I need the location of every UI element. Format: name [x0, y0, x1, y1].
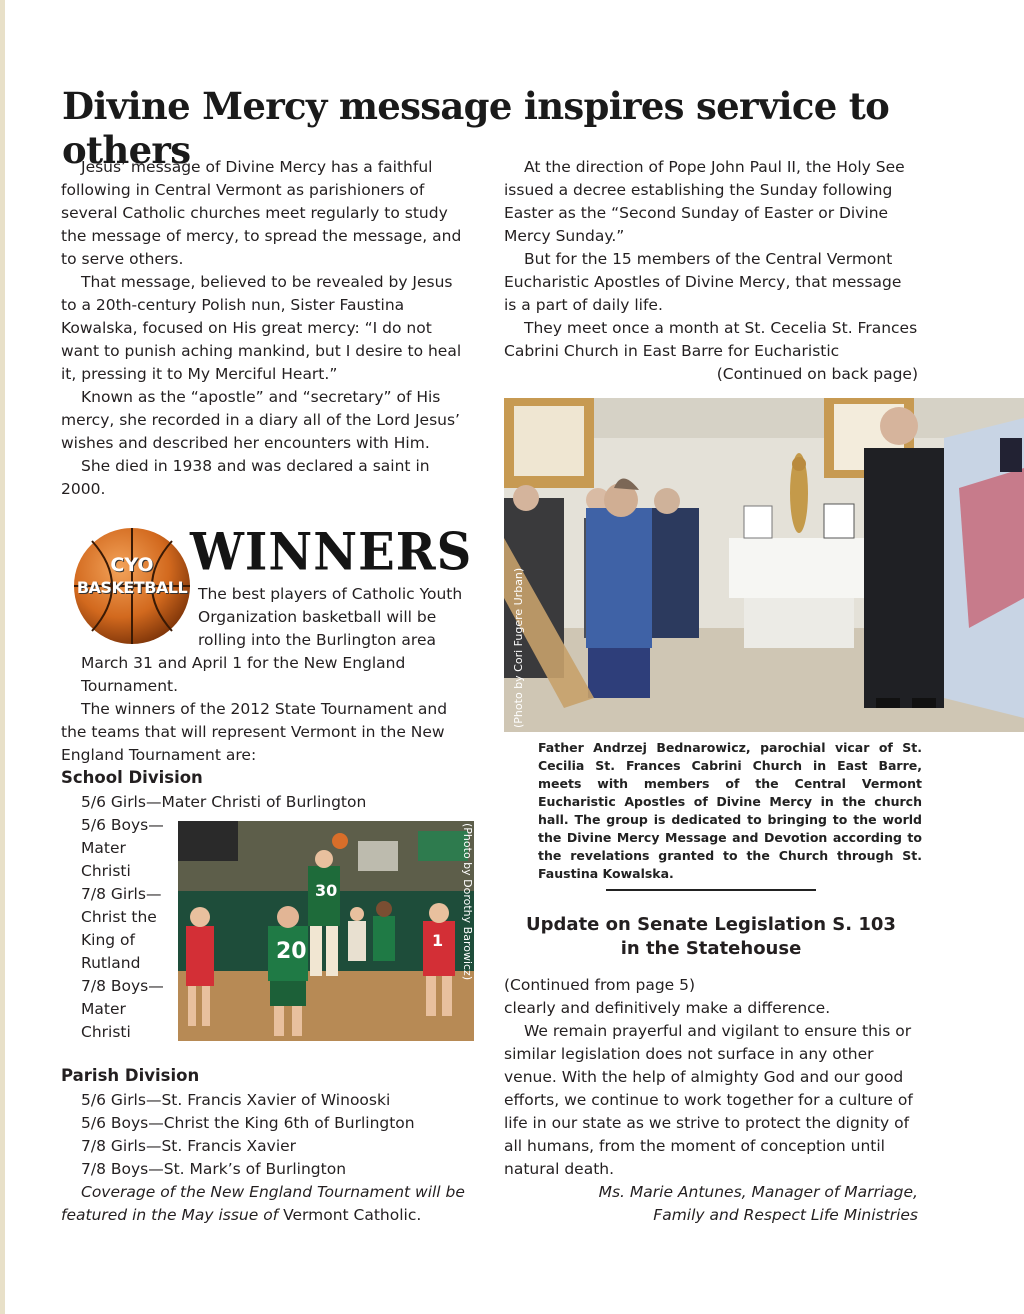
basketball-game-photo: [178, 821, 474, 1041]
list-item: 7/8 Boys—Mater Christi: [81, 977, 164, 1041]
list-item: 5/6 Girls—Mater Christi of Burlington: [81, 793, 367, 811]
photo-caption: Father Andrzej Bednarowicz, parochial vicar of St. Cecilia St. Frances Cabrini Church in East Barre, meets with members of the Central Vermont Eucharistic Apostles of Divine Mercy in the church hall. The group is dedicated to bringing to the world the Divine Mercy Message and Devotion according to the revelations granted to the Church through St. Faustina Kowalska.: [538, 740, 922, 881]
article-headline: Divine Mercy message inspires service to others: [62, 84, 890, 172]
article-column-right: [504, 156, 918, 386]
article-paragraph: Known as the “apostle” and “secretary” of His mercy, she recorded in a diary all of the Lord Jesus’ wishes and described her encounters with Him.: [61, 388, 460, 452]
article-paragraph: At the direction of Pope John Paul II, the Holy See issued a decree establishing the Sunday following Easter as the “Second Sunday of Easter or Divine Mercy Sunday.”: [504, 158, 905, 245]
divine-mercy-photo: [504, 398, 1024, 732]
winners-intro: [61, 583, 471, 767]
list-item: 7/8 Boys—St. Mark’s of Burlington: [81, 1160, 347, 1178]
jersey-number: 20: [276, 939, 307, 964]
list-item: 5/6 Boys—Mater Christi: [81, 816, 164, 880]
photo-scene: [504, 398, 1024, 732]
jersey-number: 1: [432, 931, 444, 950]
update-paragraph: clearly and definitively make a difference.: [504, 999, 831, 1017]
article-column-left: [61, 156, 463, 501]
coverage-note-italic: Coverage of the New England Tournament will be featured in the May issue of: [61, 1183, 465, 1224]
article-paragraph: She died in 1938 and was declared a saint in 2000.: [61, 457, 430, 498]
signature-line: Family and Respect Life Ministries: [653, 1206, 918, 1224]
winners-intro-text: The best players of Catholic Youth Organization basketball will be rolling into the Burlington area March 31 and April 1 for the New England Tournament.: [81, 585, 463, 695]
jersey-number: 30: [315, 881, 338, 900]
coverage-note: [61, 1181, 471, 1227]
photo-credit: (Photo by Cori Fugere Urban): [512, 567, 525, 728]
photo-credit: (Photo by Dorothy Barowicz): [461, 823, 474, 981]
school-division-heading: School Division: [61, 768, 203, 787]
update-heading-line: in the Statehouse: [620, 938, 802, 959]
continued-from-note: (Continued from page 5): [504, 976, 696, 994]
list-item: 5/6 Girls—St. Francis Xavier of Winooski: [81, 1091, 391, 1109]
logo-text-cyo: CYO: [110, 554, 154, 576]
game-scene: [178, 821, 474, 1041]
logo-text-basketball: BASKETBALL: [76, 578, 188, 597]
update-paragraph: We remain prayerful and vigilant to ensure this or similar legislation does not surface in any other venue. With the help of almighty God and our good efforts, we continue to work together for a culture of life in our state as we strive to protect the dignity of all humans, from the moment of conception until natural death.: [504, 1022, 913, 1178]
parish-division-list: [61, 1089, 471, 1227]
list-item: 7/8 Girls—St. Francis Xavier: [81, 1137, 297, 1155]
article-paragraph: Jesus’ message of Divine Mercy has a faithful following in Central Vermont as parishioners of several Catholic churches meet regularly to study the message of mercy, to spread the message, and to serve others.: [61, 158, 462, 268]
update-body: [504, 974, 918, 1227]
list-item: 5/6 Boys—Christ the King 6th of Burlington: [81, 1114, 415, 1132]
coverage-note-publication: Vermont Catholic.: [278, 1206, 422, 1224]
update-heading: [504, 913, 918, 961]
list-item: 7/8 Girls—Christ the King of Rutland: [81, 885, 162, 972]
winners-title: WINNERS: [190, 522, 473, 583]
update-heading-line: Update on Senate Legislation S. 103: [526, 914, 896, 935]
article-paragraph: They meet once a month at St. Cecelia St. Frances Cabrini Church in East Barre for Eucharistic: [504, 319, 918, 360]
page-edge-rule: [0, 0, 5, 1314]
winners-paragraph: The winners of the 2012 State Tournament and the teams that will represent Vermont in the New England Tournament are:: [61, 700, 448, 764]
section-divider: [606, 889, 816, 891]
continued-note: (Continued on back page): [716, 365, 918, 383]
article-paragraph: That message, believed to be revealed by Jesus to a 20th-century Polish nun, Sister Faustina Kowalska, focused on His great mercy: “I do not want to punish aching mankind, but I desire to heal it, pressing it to My Merciful Heart.”: [61, 273, 462, 383]
parish-division-heading: Parish Division: [61, 1066, 200, 1085]
article-paragraph: But for the 15 members of the Central Vermont Eucharistic Apostles of Divine Mercy, that message is a part of daily life.: [504, 250, 902, 314]
winners-wrap-spacer: [61, 583, 198, 649]
winners-paragraph: [61, 583, 471, 698]
signature-line: Ms. Marie Antunes, Manager of Marriage,: [598, 1183, 918, 1201]
